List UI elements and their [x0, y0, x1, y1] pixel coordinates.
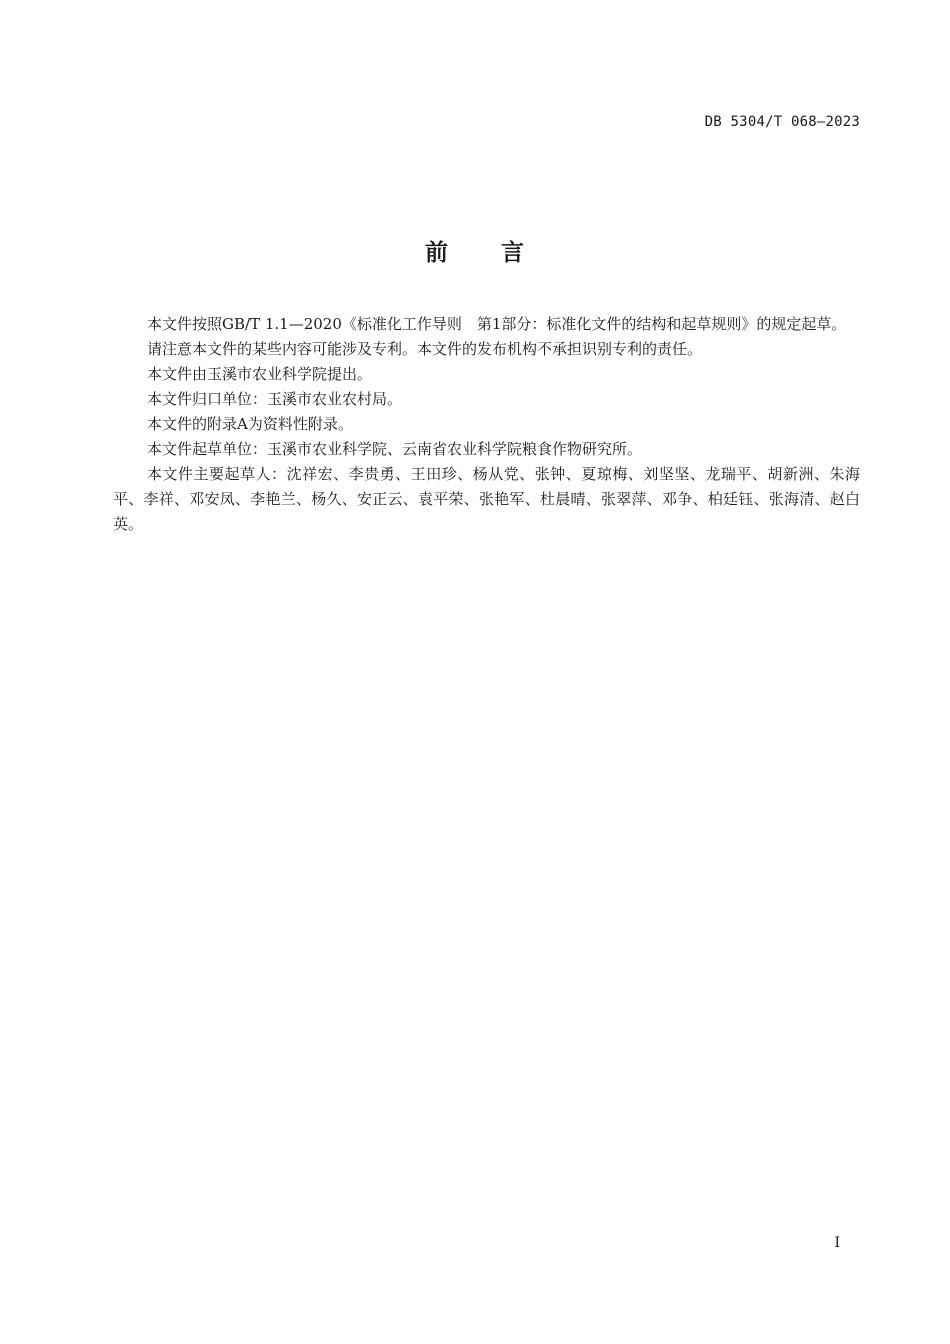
foreword-body [113, 312, 860, 537]
paragraph-drafting-rules: 本文件按照GB/T 1.1—2020《标准化工作导则 第1部分：标准化文件的结构和起草规则》的规定起草。 [147, 315, 847, 333]
title-char-1: 前 [425, 240, 449, 266]
paragraph-drafting-units: 本文件起草单位：玉溪市农业科学院、云南省农业科学院粮食作物研究所。 [147, 440, 643, 458]
paragraph-drafters: 本文件主要起草人：沈祥宏、李贵勇、王田珍、杨从党、张钟、夏琼梅、刘坚坚、龙瑞平、胡新洲、朱海平、李祥、邓安凤、李艳兰、杨久、安正云、袁平荣、张艳军、杜晨晴、张翠萍、邓争、柏廷钰、张海清、赵白英。 [113, 465, 860, 533]
paragraph-proposer: 本文件由玉溪市农业科学院提出。 [147, 365, 373, 383]
paragraph-patent-notice: 请注意本文件的某些内容可能涉及专利。本文件的发布机构不承担识别专利的责任。 [147, 340, 703, 358]
page-number: I [834, 1235, 840, 1251]
document-code: DB 5304/T 068—2023 [704, 114, 860, 130]
paragraph-appendix: 本文件的附录A为资料性附录。 [147, 415, 353, 433]
title-char-2: 言 [501, 240, 525, 266]
paragraph-responsible-unit: 本文件归口单位：玉溪市农业农村局。 [147, 390, 403, 408]
page-title [0, 234, 950, 267]
